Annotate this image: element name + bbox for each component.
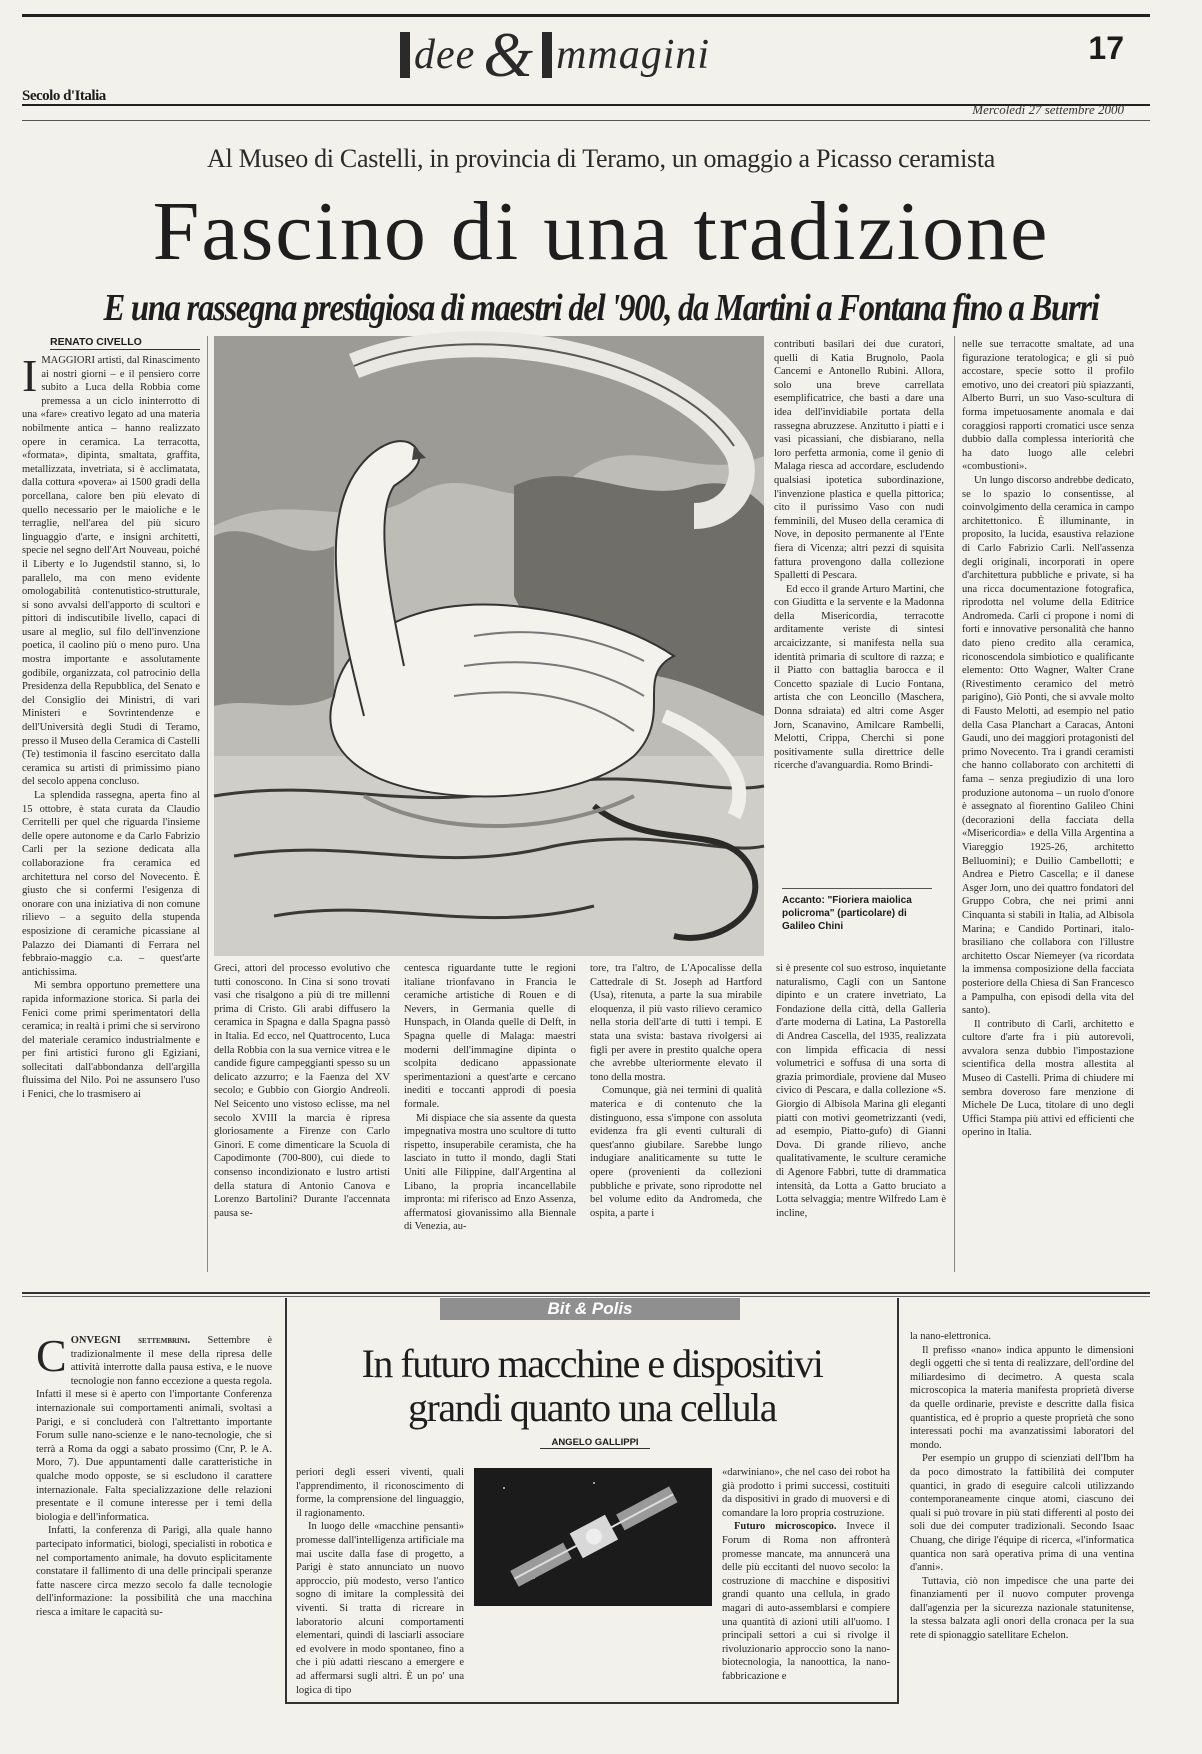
column-rule: [954, 336, 955, 1272]
paragraph: Mi dispiace che sia assente da questa impegnativa mostra uno scultore di tutto rispetto, insuperabile ceramista, che ha lasciato in tutto il mondo, dagli Stati Uniti alle Filippine, dall'Argentina al Libano, la propria incancellabile impronta: mi riferisco ad Enzo Assenza, affermatosi giovanissimo alla Biennale di Venezia, au-: [404, 1112, 576, 1233]
paragraph: «darwiniano», che nel caso dei robot ha già prodotto i primi successi, costituiti da dispositivi in grado di muoversi e di comandare la loro propria costruzione.: [722, 1467, 890, 1519]
paragraph: centesca riguardante tutte le regioni italiane trionfavano in Francia le ceramiche artistiche di Rouen e di Nevers, in Germania quelle di Hunspach, in Olanda quelle di Delft, in Spagna quelle di Malaga: maestri moderni dell'immagine dipinta o scolpita dedicano appassionate sperimentazioni a quest'arte e cercano inediti e toccanti approdi di poesia formale.: [404, 963, 576, 1110]
paragraph: Ed ecco il grande Arturo Martini, che con Giuditta e la serventе e la Madonna della Misericordia, terracotte arditamente veriste di sintesi arcaicizzante, si manifesta nella sua identità primaria di scultore di razza; e il Piatto con battaglia barocca e il Concetto spaziale di Lucio Fontana, artista che con Leoncillo (Maschera, Donna sdraiata) ed altri come Asger Jorn, Scanavino, Amilcare Rambelli, Melotti, Crippa, Cherchi si pone positivamente sulla direttrice delle ricerche d'avanguardia. Romo Brindi-: [774, 583, 944, 772]
paragraph: Mi sembra opportuno premettere una rapida informazione storica. Si parla dei Fenici come primi sperimentatori della ceramica; in realtà i primi che si servirono del materiale ceramico industrialmente e per fini artistici furono gli Egiziani, sollecitati dall'abbondanza dell'argilla fluissima del Nilo. Poi ne assunsero l'uso i Fenici, che lo trasmisero ai: [22, 980, 200, 1101]
article-column-1: [22, 350, 201, 1274]
paragraph: Il prefisso «nano» indica appunto le dimensioni degli oggetti che si tenta di realizzare, dell'ordine del miliardesimo di decimetro. A questa scala microscopica la materia manifesta proprietà diverse da quelle ordinarie, previste e descritte dalla fisica quantistica, ed è proprio a queste proprietà che sono interessati pochi ma avanzatissimi laboratori del mondo.: [910, 1344, 1134, 1451]
top-rule: [22, 14, 1150, 17]
page-number: 17: [1088, 30, 1124, 66]
article-kicker: Al Museo di Castelli, in provincia di Teramo, un omaggio a Picasso ceramista: [207, 144, 995, 173]
bitpolis-headline-line1: In futuro macchine e dispositivi: [361, 1341, 823, 1386]
section-initial-bar: [542, 32, 552, 78]
article-subhead: E una rassegna prestigiosa di maestri del '900, da Martini a Fontana fino a Burri: [103, 287, 1099, 329]
paragraph: Greci, attori del processo evolutivo che tutti conoscono. In Cina si sono trovati vasi che risalgono a più di tre millenni prima di Cristo. Gli arabi diffusero la ceramica in Spagna e dalla Spagna passò in Italia. Ed ecco, nel Quattrocento, Luca della Robbia con la sua vernice vitrea e le candide figure campeggianti spesso su un delicato azzurro; e la Faenza del XV secolo; e Gubbio con Giorgio Andreoli. Nel Seicento uno vistoso eclisse, ma nel secolo XVIII la marcia è ripresa gloriosamente a Firenze con Carlo Ginori. E come dimenticare la Scuola di Capodimonte (700-800), cui diede to consenso incondizionato e lustro artisti della statura di Antonio Canova e Lorenzo Bartolini? Durante l'accennata pausa se-: [214, 963, 390, 1219]
paragraph: si è presente col suo estroso, inquietante naturalismo, Cagli con un Santone dipinto e un cratere invetriato, La Fondazione della città, della Galleria d'arte moderna di Latina, La Pastorella di Andrea Cascella, del 1935, realizzata con limpida efficacia di nessi volumetrici e soffusa di una sorta di grazia primordiale, proviene dal Museo civico di Pescara, e dalla collezione «S. Giorgio di Albisola Marina gli eleganti piatti con motivi geometrizzanti (vedi, ad esempio, Piatto-gufo) di Gianni Dova. Di grande rilievo, anche qualitativamente, le sculture ceramiche di Agenore Fabbri, tutte di drammatica intensità, da Lotta a Gatto bruciato a Lotta selvaggia; mentre Wilfredo Lam è incline,: [776, 963, 946, 1219]
article-headline: Fascino di una tradizione: [152, 185, 1050, 278]
paragraph: tore, tra l'altro, de L'Apocalisse della Cattedrale di St. Joseph ad Hartford (Usa), ritenuta, a parte la sua mirabile eloquenza, il più vasto rilievo ceramico nella storia dell'arte di tutti i tempi. E stata una svista: bastava rivolgersi ai figli per avere in prestito qualche opera che avrebbe ulteriormente elevato il tono della mostra.: [590, 963, 762, 1083]
lead-word: MAGGIORI: [41, 355, 95, 366]
bitpolis-column-3: [722, 1466, 890, 1682]
paragraph: la nano-elettronica.: [910, 1331, 992, 1342]
section-title-right: mmagini: [556, 32, 711, 78]
drop-cap: I: [22, 350, 38, 401]
bitpolis-headline: [300, 1342, 884, 1430]
bitpolis-headline-line2: grandi quanto una cellula: [408, 1385, 776, 1430]
section-title-ampersand: &: [483, 19, 535, 90]
paragraph: La splendida rassegna, aperta fino al 15 ottobre, è stata curata da Claudio Cerritelli per quel che riguarda l'insieme delle opere autonome e da Carlo Fabrizio Carli per la sezione dedicata alla collaborazione fra ceramica ed architettura nel corso del Novecento. È giusto che si confermi l'esigenza di onorare con una iniziativa di non comune rilievo – a seguito della stupenda esposizione di ceramiche picassiane al Palazzo dei Diamanti di Ferrara nel febbraio-maggio c.a. – quest'arte antichissima.: [22, 790, 200, 978]
article-column-3b: [590, 962, 762, 1272]
caption-rule: [782, 888, 932, 889]
paragraph: In luogo delle «macchine pensanti» promesse dall'intelligenza artificiale ma mai uscite dalla fase di progetto, a Parigi è stato annunciato un nuovo approccio, più modesto, verso l'antico sogno di imitare la complessità dei viventi. Si tratta di ricreare in laboratorio alcuni comportamenti elementari, quindi di lasciarli associare ed evolvere in modo spontaneo, fino a che i più adatti riescano a emergere e ad affermarsi sugli altri. È un po' una logica di tipo: [296, 1521, 464, 1696]
paragraph: nelle sue terracotte smaltate, ad una figurazione teratologica; e gli si può accostare, specie sotto il profilo emotivo, uno dei creatori più spiazzanti, Alberto Burri, un suo Vaso-scultura di forma impetuosamente anomala e dai coraggiosi rapporti cromatici usce senza dubbio dalla complessa interiorità che ha dato luogo alle celebri «combustioni».: [962, 339, 1134, 473]
paragraph: Comunque, già nei termini di qualità materica e di contenuto che la distinguono, essa s'impone con assoluta evidenza fra gli eventi culturali di quest'anno giubilare. Sarebbe lungo indugiare analiticamente su tutte le opere (provenienti da collezioni pubbliche e private, sono riprodotte nel bel volume edito da Andromeda, che ospita, a parte i: [590, 1085, 762, 1219]
swan-illustration: [214, 336, 764, 956]
section-title: [400, 20, 760, 90]
drop-cap: C: [36, 1330, 67, 1381]
paragraph: Un lungo discorso andrebbe dedicato, se lo spazio lo consentisse, al coinvolgimento della ceramica in campo architettonico. È illuminante, in proposito, la lucida, esaustiva relazione di Carlo Fabrizio Carli. Nell'assenza degli originali, incorporati in opere d'architettura pubbliche e private, si ha una ricca documentazione fotografica, riprodotta nel volume della Editrice Andromeda. Carli ci propone i nomi di forti e innovative personalità che hanno dato pieno credito alla ceramica, riconoscendola simbiotico e qualificante elemento: Otto Wagner, Walter Crane (Rivestimento ceramico del metrò parigino), Giò Ponti, che si avvale molto di Fausto Melotti, ad esempio nel patio della Casa Planchart a Caracas, Antoni Gaudí, uno dei maggiori protagonisti del primo Novecento. Tra i grandi ceramisti che hanno collaborato con architetti di fama – senza pregiudizio di una loro produzione autonoma – un ruolo d'onore è assegnato al fiorentino Galileo Chini (decorazioni della facciata della «Misericordia» e della Villa Argentina a Viareggio 1925-26, architetto Belluomini); e Duilio Cambellotti; e Andrea e Pietro Cascella; e il danese Asger Jorn, uno dei quattro fondatori del Gruppo Cobra, che nei primi anni Cinquanta si stabilì in Italia, ad Albisola Marina; e Candido Portinari, italo-brasiliano che collabora con l'illustre architetto Oscar Niemeyer (va ricordata la immensa composizione della facciata posteriore della Chiesa di San Francesco a Pampulha, con episodi della vita del santo).: [962, 474, 1134, 1017]
lead-word: ONVEGNI settembrini.: [70, 1335, 191, 1346]
article-byline: RENATO CIVELLO: [50, 336, 200, 350]
paragraph: Il contributo di Carli, architetto e cultore d'arte fra i più autorevoli, avvalora senza dubbio l'impostazione scientifica della mostra allestita al Museo di Castelli. Prima di chiudere mi sembra doveroso fare menzione di Michele De Luca, titolare di uno degli Uffici Stampa più attivi ed efficienti che operino in Italia.: [962, 1018, 1134, 1139]
bitpolis-column-4: [910, 1330, 1134, 1740]
satellite-image: [474, 1468, 712, 1606]
article-column-4: [774, 338, 944, 884]
section-title-left: dee: [414, 32, 476, 78]
bitpolis-byline: ANGELO GALLIPPI: [540, 1437, 650, 1449]
bitpolis-column-2: [296, 1466, 464, 1738]
paragraph: Infatti, la conferenza di Parigi, alla quale hanno partecipato informatici, biologi, specialisti in robotica e nel comportamento animale, ha dovuto esplicitamente constatare il fallimento di una delle principali speranze fatte nascere circa mezzo secolo fa dalle tecnologie dell'informazione: la possibilità che una macchina riesca a imitare le capacità su-: [36, 1525, 272, 1618]
masthead-rule-thin: [22, 120, 1150, 121]
paragraph: periori degli esseri viventi, quali l'apprendimento, il riconoscimento di forme, la comprensione del linguaggio, il ragionamento.: [296, 1467, 464, 1519]
article-column-4b: [776, 962, 946, 1272]
paragraph: artisti, dal Rinascimento ai nostri giorni – e il pensiero corre subito a Luca della Robbia come premessa a un ciclo ininterrotto di una «fare» creativo legato ad una materia nobilmente antica – hanno realizzato opere in ceramica. La terracotta, «formata», dipinta, smaltata, graffita, metallizzata, invetriata, si è acclimatata, dalla cottura «povera» ai 1500 gradi della porcellana, calore ben più elevato di quello necessario per le maioliche e le terraglie, nell'area del più sicuro linguaggio d'arte, e insigni architetti, specie nel segno dell'Art Nouveau, poiché il Liberty e lo Jugendstil stanno, si, lo parallelo, ma con meno evidente omologabilità contenutistico-strutturale, si sono avvalsi dell'apporto di scultori e pittori di indiscutibile livello, capaci di usare al meglio, sul filo dell'invenzione poetica, il caolino più o meno puro. Una mostra importante e assolutamente godibile, organizzata, col patrocinio della Presidenza della Repubblica, del Senato e del Consiglio dei Ministri, di vari Ministeri e Sovrintendenze e dell'Università degli Studi di Teramo, presso il Museo della Ceramica di Castelli (Te) testimonia il fascino esercitato dalla ceramica su artisti di primissimo piano del secolo appena concluso.: [22, 355, 201, 788]
newspaper-name: Secolo d'Italia: [22, 88, 106, 104]
paragraph: Invece il Forum di Roma non affronterà promesse mancate, ma annuncerà una delle più eccitanti del nuovo secolo: la costruzione di macchine e dispositivi grandi quanto una cellula, in grado magari di auto-assemblarsi e compiere una quantità di azioni utili all'uomo. I principali settori a cui si rivolge il rivoluzionario approccio sono la nano-biotecnologia, la nanoottica, la nano-fabbricazione e: [722, 1521, 890, 1682]
section-initial-bar: [400, 32, 410, 78]
subhead-inline: Futuro microscopico.: [734, 1521, 837, 1533]
paragraph: Tuttavia, ciò non impedisce che una parte dei finanziamenti per il nuovo computer provenga dall'agenzia per la sicurezza nazionale statunitense, la stessa balzata agli onori della cronaca per la sua rete di spionaggio satellitare Echelon.: [910, 1575, 1134, 1642]
paragraph: Settembre è tradizionalmente il mese della ripresa delle attività interrotte dalla pausa estiva, e le nuove tecnologie non fanno eccezione a questa regola. Infatti il mese si è aperto con l'importante Conferenza internazionale sui comportamenti animali, svoltasi a Parigi, e si concluderà con l'altrettanto importante Forum sulle nano-scienze e le nano-tecnologie, che si terrà a Roma da oggi a sabato prossimo (Cnr, P. le A. Moro, 7). Due appuntamenti dalle caratteristiche in qualche modo opposte, se si escludono il carattere internazionale. Falta specializzazione delle relazioni presentate e il comune interesse per i temi della biologia e dell'informatica.: [36, 1335, 273, 1523]
paragraph: Per esempio un gruppo di scienziati dell'Ibm ha da poco dimostrato la fattibilità dei computer quantici, in grado di eseguire calcoli utilizzando contemporaneamente cinque atomi, ciascuno dei quali si può trovare in più stati differenti al posto dei soli due dei computer tradizionali. Secondo Isaac Chuang, che dirige l'équipe di ricerca, «l'informatica quantica non sarà operativa prima di una ventina d'anni».: [910, 1453, 1134, 1574]
issue-date: Mercoledì 27 settembre 2000: [972, 102, 1124, 117]
article-column-2: [214, 962, 390, 1272]
article-column-5: [962, 338, 1134, 1268]
section-separator: [22, 1292, 1150, 1294]
paragraph: contributi basilari dei due curatori, quelli di Katia Brugnolo, Paola Cancemi e Antonello Rubini. Allora, solo una breve carrellata esemplificatrice, che basti a dare una idea dell'invidiabile portata della rassegna abruzzese. Anzitutto i piatti e i vasi picassiani, che disbiarano, nella loro perfetta armonia, come il genio di Malaga riesca ad accordare, escludendo qualsiasi ipotetica subordinazione, l'invenzione plastica e quella pittorica; cito il purissimo Vaso con nudi femminili, del Museo della ceramica di Nove, in deposito permanente al l'Ente fiera di Vicenza; altri pezzi di squisita fattura provengono dalla collezione Spalletti di Pescara.: [774, 339, 944, 582]
section-separator-thin: [22, 1296, 1150, 1297]
satellite-photo: [474, 1468, 712, 1606]
article-column-3a: [404, 962, 576, 1272]
bitpolis-tag: Bit & Polis: [440, 1298, 740, 1320]
swan-drawing: [214, 336, 764, 956]
column-rule: [207, 336, 208, 1272]
illustration-caption: Accanto: "Fioriera maiolica policroma" (particolare) di Galileo Chini: [782, 895, 912, 932]
bitpolis-column-1: [36, 1330, 273, 1734]
